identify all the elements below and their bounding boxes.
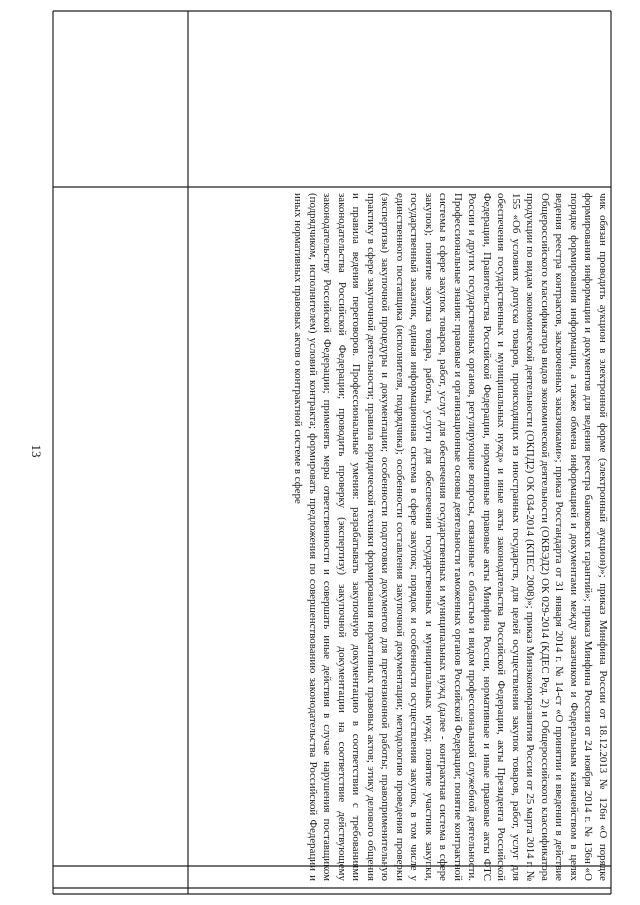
body-text-cell [188, 187, 612, 887]
page-number: 13 [29, 444, 44, 458]
body-text: чик обязан проводить аукцион в электронной форме (электронный аукцион)»; приказ Минфина России от 18.12.2013 № 126н «О порядке формирования информации и документов для ведения реестра банковских гарантий»; приказ Минфина России от 24 ноября 2014 г. № 136н «О порядке формирования информации, а также обмена информацией и документами между заказчиком и Федеральным казначейством в целях ведения реестра контрактов, заключенных заказчиками»; приказ Росстандарта от 31 января 2014 г. № 14-ст «О принятии и введении в действие Общероссийского классификатора видов экономической деятельности (ОКВЭД2) ОК 029-2014 (КДЕС Ред. 2) и Общероссийского классификатора продукции по видам экономической деятельности (ОКПД2) ОК 034-2014 (КПЕС 2008)»; приказ Минэкономразвития России от 25 марта 2014 г. № 155 «Об условиях допуска товаров, происходящих из иностранных государств, для целей осуществления закупок товаров, работ, услуг для обеспечения государственных и муниципальных нужд» и иные акты законодательства Российской Федерации, акты Президента Российской Федерации, Правительства Российской Федерации, нормативные правовые акты Минфина России, нормативные и иные правовые акты ФТС России и других государственных органов, регулирующие вопросы, связанные с областью и видом профессиональной служебной деятельности. Профессиональные знания: правовые и организационные основы деятельности таможенных органов Российской Федерации; понятие контрактной системы в сфере закупок товаров, работ, услуг для обеспечения государственных и муниципальных нужд (далее - контрактная система в сфере закупок); понятие закупка товара, работы, услуги для обеспечения государственных и муниципальных нужд; понятие участник закупки, государственный заказчик, единая информационная система в сфере закупок; порядок и особенности осуществления закупок, в том числе у единственного поставщика (исполнителя, подрядчика); особенности составления закупочной документации; методологию проведения проверки (экспертизы) закупочной процедуры и документации; особенности подготовки документов для претензионной работы; правоприменительную практику в сфере закупочной деятельности; правила юридической техники формирования нормативных правовых актов; этику делового общения и правила ведения переговоров. Профессиональные умения: разрабатывать закупочную документацию в соответствии с требованиями законодательства Российской Федерации; проводить проверку (экспертизу) закупочной документации на соответствие действующему законодательству Российской Федерации; применять меры ответственности и совершать иные действия в случае нарушения поставщиком (подрядчиком, исполнителем) условий контракта; формировать предложения по совершенствованию законодательства Российской Федерации и иных нормативных правовых актов о контрактной системе в сфере [292, 193, 609, 881]
